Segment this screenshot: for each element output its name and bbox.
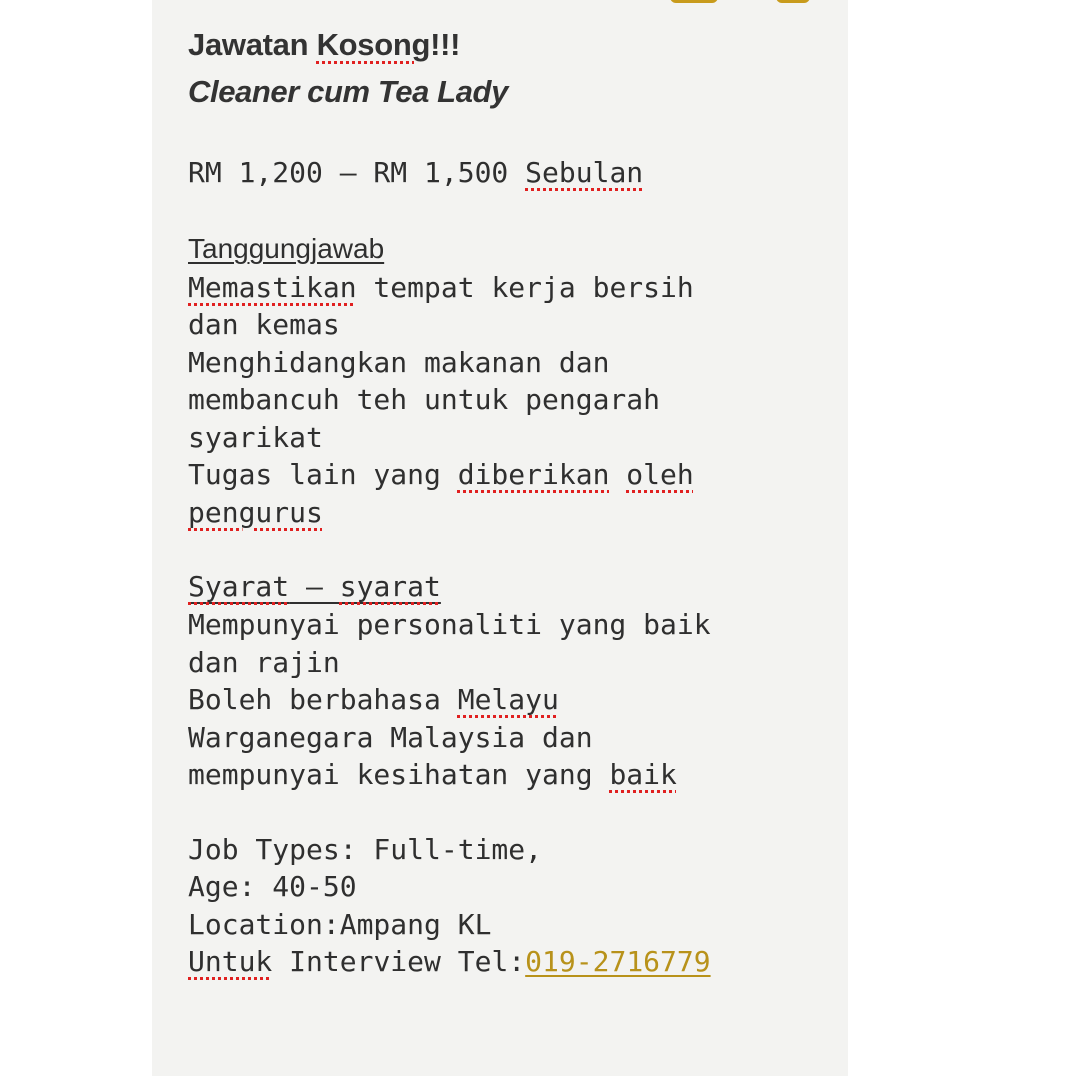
top-edge-marks: [670, 0, 820, 2]
spellcheck-word: Untuk: [188, 945, 273, 978]
note-document[interactable]: [188, 22, 838, 981]
spellcheck-word: diberikan: [457, 458, 610, 491]
location-line: Location:Ampang KL: [188, 907, 492, 941]
requirement-line: Warganegara Malaysia dan: [188, 720, 593, 754]
responsibility-line: Menghidangkan makanan dan: [188, 345, 610, 379]
responsibility-line: Memastikan tempat kerja bersih: [188, 270, 694, 304]
spellcheck-word: Memastikan: [188, 270, 357, 304]
interview-line: Untuk Interview Tel:019-2716779: [188, 945, 711, 978]
responsibility-line: dan kemas: [188, 308, 340, 341]
details-section: [188, 831, 838, 981]
requirement-line: Boleh berbahasa Melayu: [188, 683, 559, 716]
note-paper: [152, 0, 848, 1076]
spellcheck-word: Sebulan: [525, 156, 644, 189]
phone-link[interactable]: 019-2716779: [525, 945, 711, 978]
spellcheck-word: baik: [609, 758, 677, 791]
spellcheck-word: Syarat: [188, 570, 290, 603]
spellcheck-word: Melayu: [457, 683, 559, 716]
responsibilities-section: [188, 229, 838, 532]
post-subtitle: Cleaner cum Tea Lady: [188, 74, 508, 109]
requirement-line: Mempunyai personaliti yang baik: [188, 608, 711, 641]
salary-line: RM 1,200 – RM 1,500 Sebulan: [188, 156, 644, 189]
spellcheck-word: Kosong: [316, 27, 431, 62]
requirements-heading: Syarat – syarat: [188, 570, 441, 603]
requirements-section: [188, 568, 838, 794]
post-title: Jawatan Kosong!!!: [188, 27, 461, 62]
age-line: Age: 40-50: [188, 870, 357, 903]
spellcheck-word: syarat: [339, 570, 441, 603]
responsibility-line: [188, 494, 838, 532]
requirement-line: dan rajin: [188, 645, 340, 679]
spellcheck-word: oleh: [626, 458, 694, 491]
requirement-line: mempunyai kesihatan yang baik: [188, 758, 677, 791]
responsibility-line: membancuh teh untuk pengarah: [188, 383, 661, 416]
spellcheck-word: pengurus: [188, 495, 323, 529]
responsibilities-heading: Tanggungjawab: [188, 232, 385, 264]
responsibility-line: syarikat: [188, 420, 323, 454]
responsibility-line: Tugas lain yang diberikan oleh: [188, 458, 694, 491]
job-types-line: Job Types: Full-time,: [188, 832, 543, 866]
